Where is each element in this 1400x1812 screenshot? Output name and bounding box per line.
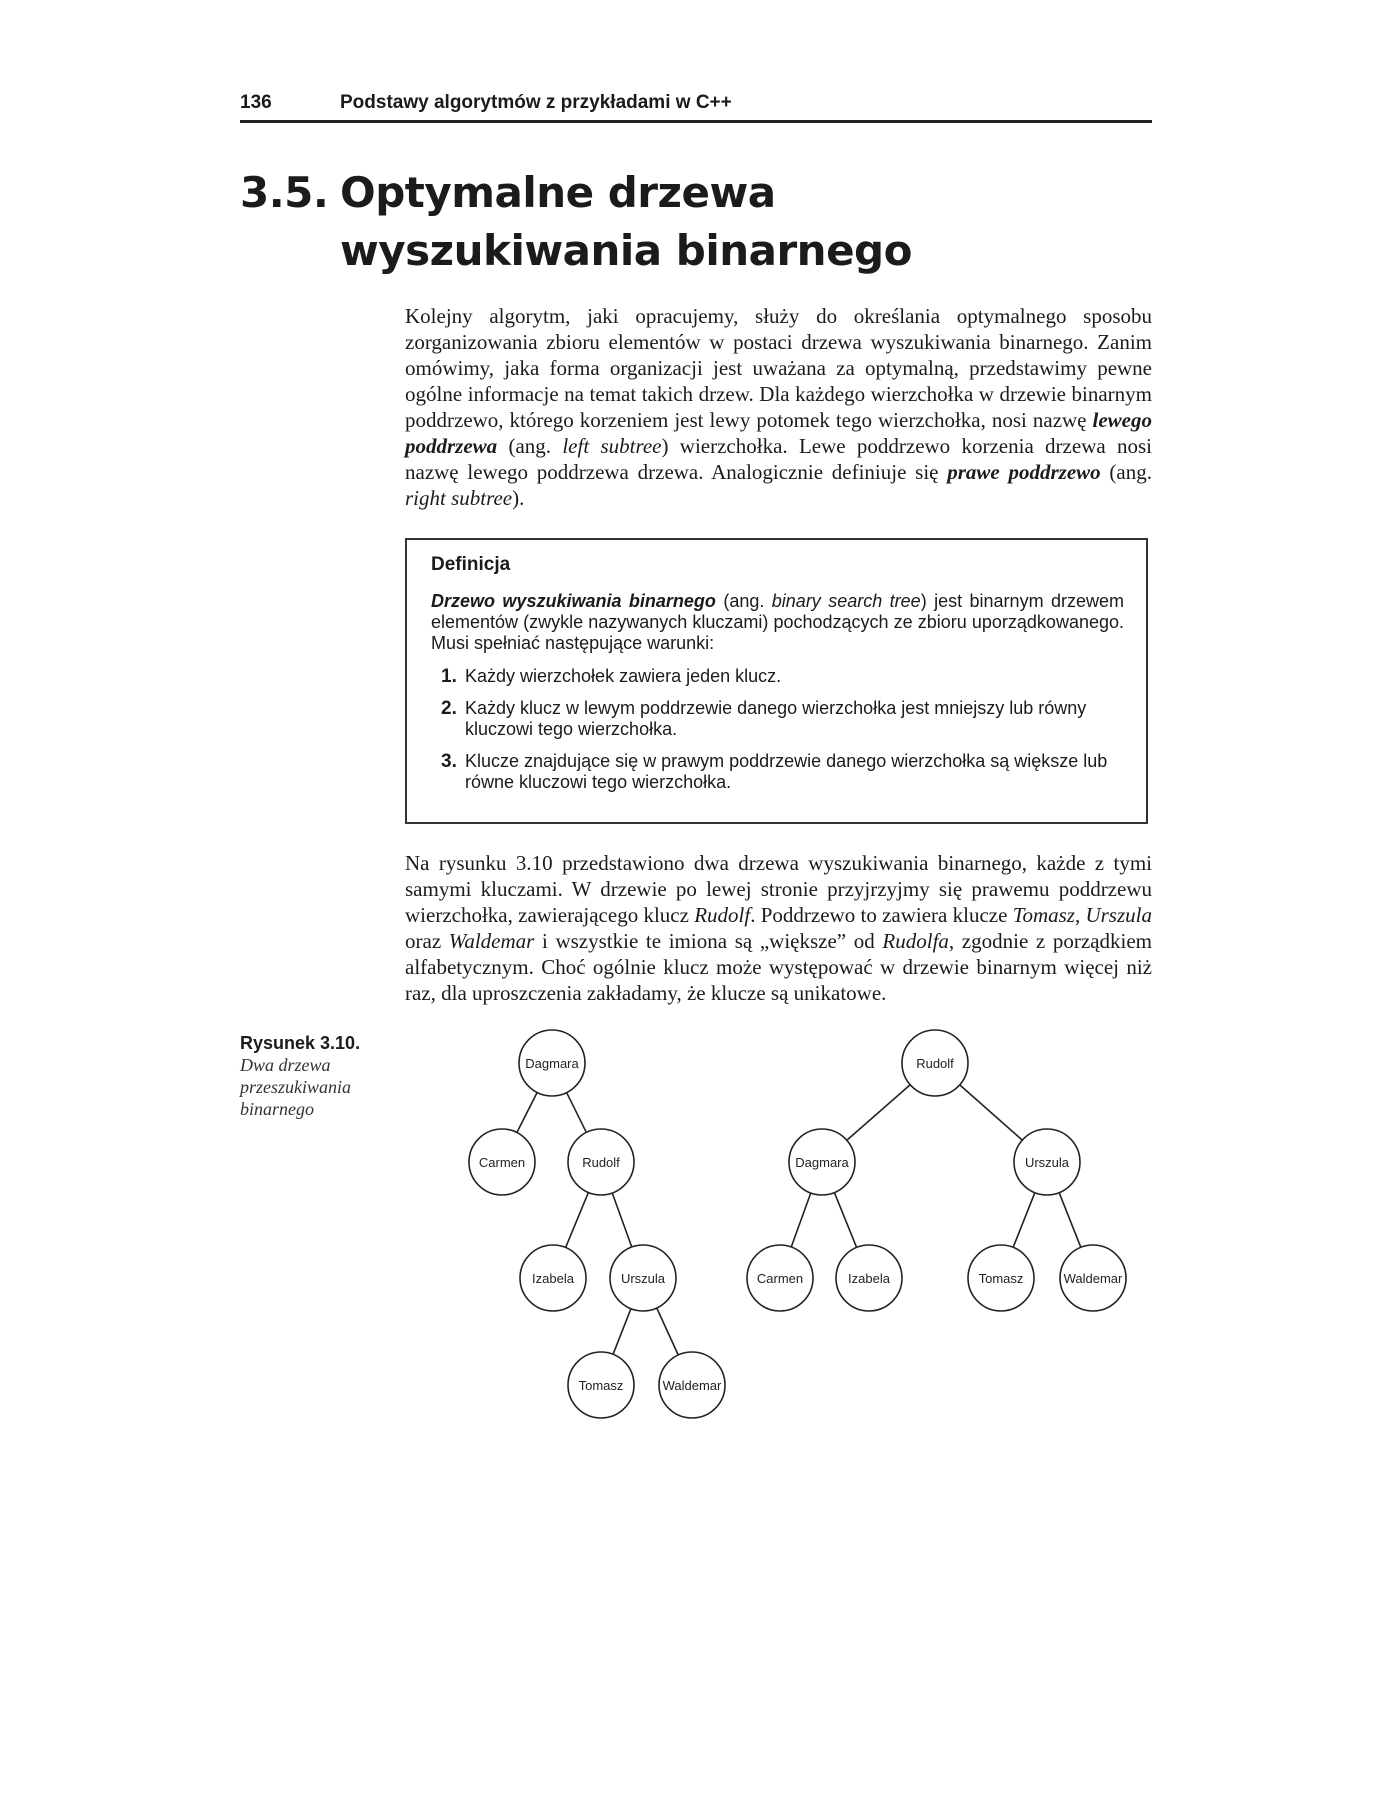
text-run: Na rysunku 3.10 przedstawiono dwa drzewa wyszukiwania binarnego, każde z tymi samymi kluczami. W drzewie po lewej stronie przyjrzyjmy się prawemu poddrzewu wierzchołka, zawierającego klucz: [405, 851, 1152, 927]
tree-left-node-izabela: [520, 1245, 586, 1311]
book-title: Podstawy algorytmów z przykładami w C++: [340, 92, 732, 113]
text-run: (ang.: [1100, 460, 1152, 484]
text-run: i wszystkie te imiona są „większe” od: [534, 929, 883, 953]
list-number: 3.: [441, 751, 457, 772]
node-label: Urszula: [1024, 1155, 1070, 1170]
key-name: Tomasz: [1012, 903, 1075, 927]
figure-label: Rysunek 3.10.: [240, 1033, 361, 1053]
node-label: Carmen: [756, 1271, 804, 1286]
tree-left-node-waldemar: [659, 1352, 725, 1418]
node-label: Izabela: [532, 1271, 574, 1286]
tree-right-node-waldemar: [1060, 1245, 1126, 1311]
term-left-subtree: lewego poddrzewa: [405, 408, 1152, 458]
definition-title: Definicja: [431, 554, 511, 575]
tree-right-node-tomasz: [968, 1245, 1034, 1311]
text-run: Kolejny algorytm, jaki opracujemy, służy do określania optymalnego sposobu zorganizowania zbioru elementów w postaci drzewa wyszukiwania binarnego. Zanim omówimy, jaka forma organizacji jest uważana za optymalną, przedstawimy pewne ogólne informacje na temat takich drzew. Dla każdego wierzchołka w drzewie binarnym poddrzewo, którego korzeniem jest lewy potomek tego wierzchołka, nosi nazwę: [405, 304, 1152, 432]
tree-left-edge: [566, 1192, 589, 1247]
section-title-line2: wyszukiwania binarnego: [340, 226, 912, 275]
node-label: Rudolf: [916, 1056, 954, 1071]
text-run: oraz: [405, 929, 449, 953]
tree-right-node-dagmara: [789, 1129, 855, 1195]
tree-right-node-rudolf: [902, 1030, 968, 1096]
tree-right-edge: [1013, 1193, 1035, 1248]
list-number: 2.: [441, 698, 457, 719]
tree-left-node-urszula: [610, 1245, 676, 1311]
tree-right-edge: [834, 1193, 856, 1248]
text-run: , zgodnie z porządkiem alfabetycznym. Choć ogólnie klucz może występować w drzewie binarnym więcej niż raz, dla uproszczenia zakładamy, że klucze są unikatowe.: [405, 929, 1153, 1005]
tree-left-edge: [613, 1309, 631, 1355]
english-term: left subtree: [562, 434, 662, 458]
tree-left-node-dagmara: [519, 1030, 585, 1096]
tree-right-edge: [1059, 1193, 1081, 1248]
figure-caption-text: Dwa drzewa przeszukiwania binarnego: [240, 1055, 352, 1119]
key-name: Rudolfa: [882, 929, 949, 953]
section-number: 3.5.: [240, 168, 329, 217]
tree-left-node-rudolf: [568, 1129, 634, 1195]
tree-left-edge: [567, 1093, 587, 1133]
english-term: binary search tree: [771, 591, 921, 611]
list-text: Każdy wierzchołek zawiera jeden klucz.: [465, 666, 782, 686]
list-text: Każdy klucz w lewym poddrzewie danego wierzchołka jest mniejszy lub równy kluczowi tego wierzchołka.: [465, 698, 1087, 739]
section-title-line1: Optymalne drzewa: [340, 168, 776, 217]
tree-left-edge: [657, 1308, 679, 1355]
text-run: (ang.: [715, 591, 772, 611]
node-label: Waldemar: [1063, 1271, 1123, 1286]
tree-right-node-izabela: [836, 1245, 902, 1311]
node-label: Izabela: [848, 1271, 890, 1286]
text-run: ) wierzchołka. Lewe poddrzewo korzenia drzewa nosi nazwę lewego poddrzewa drzewa. Analogicznie definiuje się: [405, 434, 1152, 484]
tree-left-edge: [612, 1193, 632, 1247]
list-text: Klucze znajdujące się w prawym poddrzewie danego wierzchołka są większe lub równe kluczowi tego wierzchołka.: [465, 751, 1108, 792]
text-run: (ang.: [497, 434, 563, 458]
node-label: Urszula: [620, 1271, 666, 1286]
page-number: 136: [240, 92, 272, 113]
key-name: Urszula: [1085, 903, 1152, 927]
list-number: 1.: [441, 666, 457, 687]
tree-left-node-tomasz: [568, 1352, 634, 1418]
node-label: Tomasz: [978, 1271, 1024, 1286]
tree-left-edge: [517, 1092, 537, 1132]
english-term: right subtree: [405, 486, 513, 510]
tree-right-edge: [960, 1085, 1023, 1140]
text-run: ).: [512, 486, 525, 510]
node-label: Carmen: [478, 1155, 526, 1170]
definition-term: Drzewo wyszukiwania binarnego: [431, 591, 716, 611]
node-label: Tomasz: [578, 1378, 624, 1393]
tree-left-node-carmen: [469, 1129, 535, 1195]
tree-right-edge: [847, 1085, 910, 1141]
key-name: Rudolf: [694, 903, 751, 927]
tree-right-node-carmen: [747, 1245, 813, 1311]
text-run: . Poddrzewo to zawiera klucze: [750, 903, 1013, 927]
node-label: Waldemar: [662, 1378, 722, 1393]
key-name: Waldemar: [448, 929, 535, 953]
node-label: Dagmara: [795, 1155, 849, 1170]
text-run: ) jest binarnym drzewem elementów (zwykle nazywanych kluczami) pochodzących ze zbioru uporządkowanego. Musi spełniać następujące warunki:: [431, 591, 1124, 653]
tree-right-node-urszula: [1014, 1129, 1080, 1195]
term-right-subtree: prawe poddrzewo: [947, 460, 1101, 484]
node-label: Dagmara: [525, 1056, 579, 1071]
node-label: Rudolf: [582, 1155, 620, 1170]
text-run: ,: [1074, 903, 1086, 927]
tree-right-edge: [791, 1193, 811, 1247]
